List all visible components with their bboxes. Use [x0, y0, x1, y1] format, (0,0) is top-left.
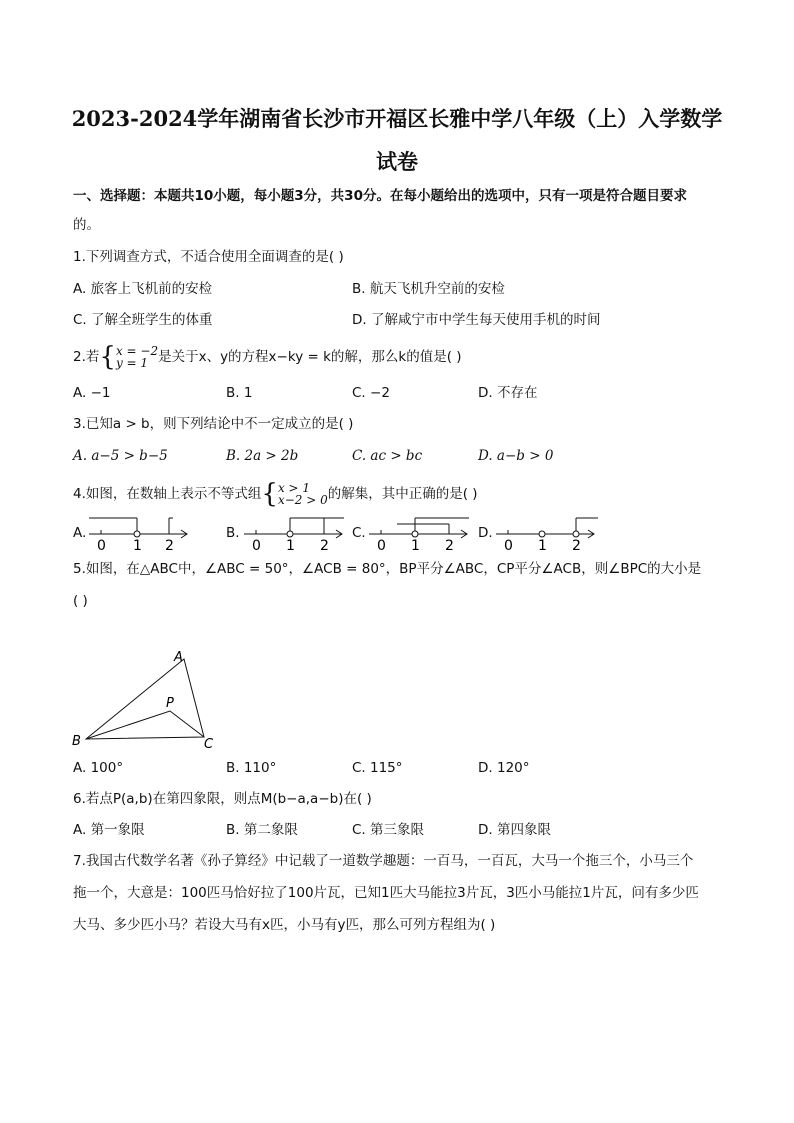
- exam-title-line1: 2023-2024学年湖南省长沙市开福区长雅中学八年级（上）入学数学: [71, 106, 723, 131]
- q4-label-b: B.: [226, 525, 240, 541]
- tick-1: 1: [538, 538, 547, 552]
- q6-option-a: A. 第一象限: [73, 822, 145, 838]
- q3-option-c: C. ac > bc: [352, 448, 423, 464]
- q3-option-b: B. 2a > 2b: [226, 448, 299, 464]
- tick-2: 2: [165, 538, 174, 552]
- tick-1: 1: [286, 538, 295, 552]
- tick-2: 2: [572, 538, 581, 552]
- q3-option-a: A. a−5 > b−5: [73, 448, 168, 464]
- q5-option-d: D. 120°: [478, 760, 530, 776]
- tick-0: 0: [252, 538, 261, 552]
- section-heading-line2: 的。: [73, 217, 100, 233]
- vertex-a-label: A: [174, 650, 183, 665]
- q4-numberline-a: [85, 510, 195, 552]
- point-p-label: P: [166, 696, 174, 711]
- q2-option-c: C. −2: [352, 385, 390, 401]
- q6-stem: 6.若点P(a,b)在第四象限，则点M(b−a,a−b)在( ): [73, 791, 372, 807]
- q4-ineq1: x > 1: [277, 481, 311, 495]
- q4-inequality-system: {x > 1 x−2 > 0: [261, 479, 328, 509]
- q5-stem-line1: 5.如图，在△ABC中，∠ABC = 50°，∠ACB = 80°，BP平分∠ABC，CP平分∠ACB，则∠BPC的大小是: [73, 561, 702, 577]
- q1-option-b: B. 航天飞机升空前的安检: [352, 281, 505, 297]
- q1-option-c: C. 了解全班学生的体重: [73, 312, 213, 328]
- q7-stem-line1: 7.我国古代数学名著《孙子算经》中记载了一道数学趣题：一百马，一百瓦，大马一个拖三个，小马三个: [73, 853, 694, 869]
- exam-title-line2: 试卷: [376, 149, 418, 174]
- q3-stem: 3.已知a > b，则下列结论中不一定成立的是( ): [73, 416, 354, 432]
- q6-option-b: B. 第二象限: [226, 822, 298, 838]
- q5-stem-line2: ( ): [73, 593, 88, 609]
- tick-0: 0: [504, 538, 513, 552]
- q6-option-c: C. 第三象限: [352, 822, 425, 838]
- q6-option-d: D. 第四象限: [478, 822, 551, 838]
- tick-0: 0: [97, 538, 106, 552]
- q2-option-a: A. −1: [73, 385, 111, 401]
- q4-suffix: 的解集，其中正确的是( ): [327, 486, 478, 502]
- q1-stem: 1.下列调查方式，不适合使用全面调查的是( ): [73, 249, 344, 265]
- q4-numberline-d: [492, 510, 604, 552]
- q1-option-a: A. 旅客上飞机前的安检: [73, 281, 213, 297]
- q4-stem: [73, 481, 478, 507]
- vertex-b-label: B: [72, 734, 81, 749]
- q4-numberline-b: [240, 510, 350, 552]
- q2-prefix: 2.若: [73, 349, 100, 365]
- tick-2: 2: [445, 538, 454, 552]
- q4-prefix: 4.如图，在数轴上表示不等式组: [73, 486, 262, 502]
- q1-option-d: D. 了解咸宁市中学生每天使用手机的时间: [352, 312, 601, 328]
- q7-stem-line2: 拖一个，大意是：100匹马恰好拉了100片瓦，已知1匹大马能拉3片瓦，3匹小马能拉1片瓦，问有多少匹: [73, 885, 699, 901]
- q5-option-b: B. 110°: [226, 760, 277, 776]
- q2-eq1: x = −2: [115, 344, 159, 358]
- q3-option-d: D. a−b > 0: [478, 448, 554, 464]
- q7-stem-line3: 大马、多少匹小马？若设大马有x匹，小马有y匹，那么可列方程组为( ): [73, 917, 496, 933]
- q2-eq2: y = 1: [115, 356, 149, 370]
- q2-mid: 是关于x、y的方程x−ky = k的解，那么k的值是( ): [158, 349, 462, 365]
- q2-option-d: D. 不存在: [478, 385, 538, 401]
- q4-ineq2: x−2 > 0: [277, 493, 328, 507]
- tick-0: 0: [377, 538, 386, 552]
- q2-equation-system: {x = −2 y = 1: [99, 342, 159, 372]
- q5-option-c: C. 115°: [352, 760, 403, 776]
- triangle-figure: [66, 645, 226, 755]
- triangle-abc: [86, 659, 204, 739]
- q4-label-d: D.: [478, 525, 493, 541]
- q4-numberline-c: [365, 510, 475, 552]
- section-heading-line1: 一、选择题：本题共10小题，每小题3分，共30分。在每小题给出的选项中，只有一项是符合题目要求: [73, 188, 687, 204]
- vertex-c-label: C: [204, 737, 214, 752]
- tick-1: 1: [411, 538, 420, 552]
- tick-2: 2: [320, 538, 329, 552]
- q4-label-c: C.: [352, 525, 366, 541]
- q2-stem: [73, 344, 462, 370]
- tick-1: 1: [133, 538, 142, 552]
- q2-option-b: B. 1: [226, 385, 253, 401]
- q4-label-a: A.: [73, 525, 87, 541]
- q5-option-a: A. 100°: [73, 760, 124, 776]
